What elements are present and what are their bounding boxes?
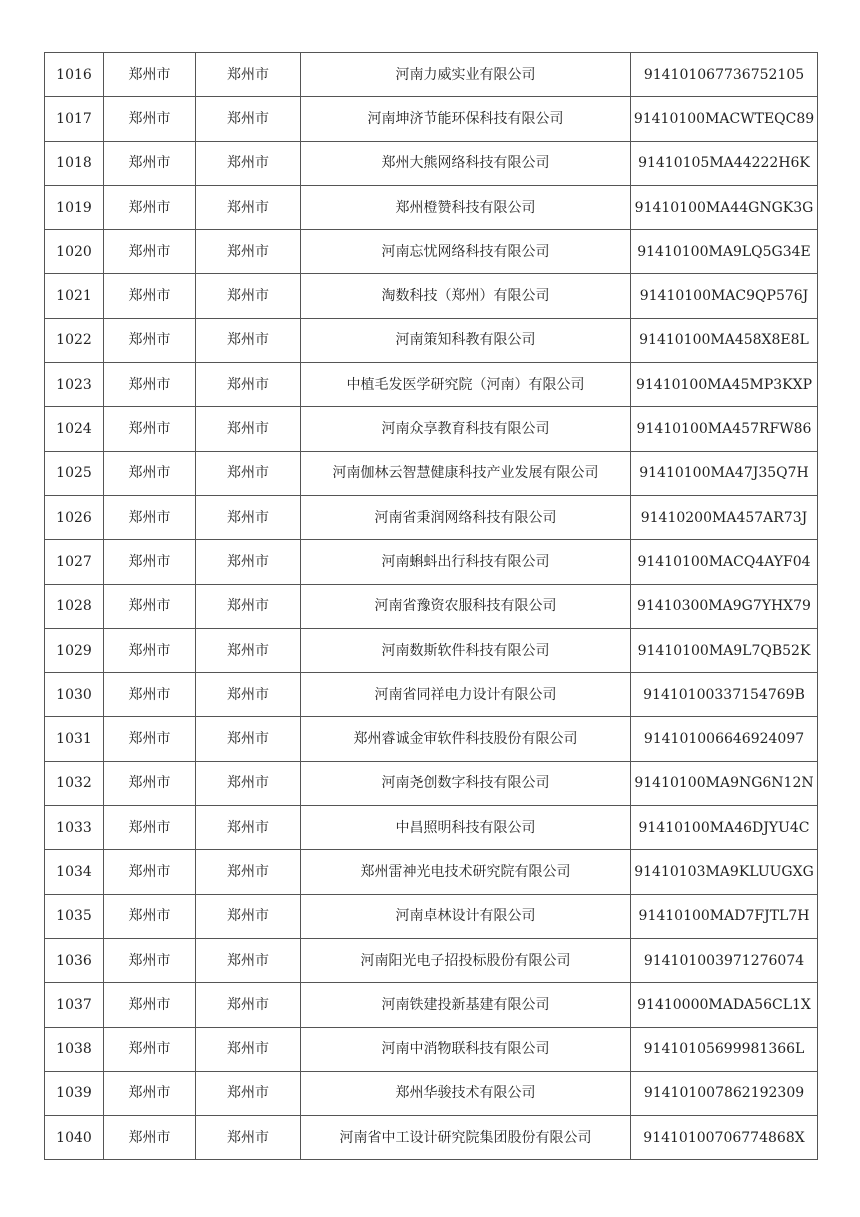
company-name-cell: 河南坤济节能环保科技有限公司 — [301, 97, 631, 141]
credit-code-cell: 91410100MA9L7QB52K — [631, 628, 818, 672]
city-cell: 郑州市 — [104, 717, 196, 761]
credit-code-cell: 91410105699981366L — [631, 1027, 818, 1071]
table-row — [45, 495, 818, 539]
credit-code-cell: 91410300MA9G7YHX79 — [631, 584, 818, 628]
credit-code-cell: 91410100337154769B — [631, 673, 818, 717]
district-cell: 郑州市 — [196, 894, 301, 938]
company-name-cell: 郑州华骏技术有限公司 — [301, 1071, 631, 1115]
district-cell: 郑州市 — [196, 540, 301, 584]
table-row — [45, 540, 818, 584]
credit-code-cell: 91410100MA47J35Q7H — [631, 451, 818, 495]
district-cell: 郑州市 — [196, 97, 301, 141]
city-cell: 郑州市 — [104, 894, 196, 938]
company-name-cell: 淘数科技（郑州）有限公司 — [301, 274, 631, 318]
district-cell: 郑州市 — [196, 938, 301, 982]
table-row — [45, 806, 818, 850]
district-cell: 郑州市 — [196, 761, 301, 805]
company-name-cell: 河南省中工设计研究院集团股份有限公司 — [301, 1116, 631, 1160]
row-number-cell: 1020 — [45, 230, 104, 274]
company-name-cell: 河南中消物联科技有限公司 — [301, 1027, 631, 1071]
district-cell: 郑州市 — [196, 363, 301, 407]
credit-code-cell: 91410100MA457RFW86 — [631, 407, 818, 451]
city-cell: 郑州市 — [104, 274, 196, 318]
company-name-cell: 郑州睿诚金审软件科技股份有限公司 — [301, 717, 631, 761]
district-cell: 郑州市 — [196, 230, 301, 274]
city-cell: 郑州市 — [104, 938, 196, 982]
company-name-cell: 河南铁建投新基建有限公司 — [301, 983, 631, 1027]
credit-code-cell: 91410100MACQ4AYF04 — [631, 540, 818, 584]
city-cell: 郑州市 — [104, 540, 196, 584]
city-cell: 郑州市 — [104, 185, 196, 229]
company-name-cell: 河南众享教育科技有限公司 — [301, 407, 631, 451]
district-cell: 郑州市 — [196, 185, 301, 229]
row-number-cell: 1034 — [45, 850, 104, 894]
district-cell: 郑州市 — [196, 717, 301, 761]
row-number-cell: 1029 — [45, 628, 104, 672]
district-cell: 郑州市 — [196, 673, 301, 717]
company-name-cell: 河南蝌蚪出行科技有限公司 — [301, 540, 631, 584]
credit-code-cell: 91410100MA44GNGK3G — [631, 185, 818, 229]
credit-code-cell: 91410100MACWTEQC89 — [631, 97, 818, 141]
credit-code-cell: 91410100MA9NG6N12N — [631, 761, 818, 805]
table-body — [45, 53, 818, 1160]
city-cell: 郑州市 — [104, 318, 196, 362]
table-row — [45, 97, 818, 141]
company-name-cell: 中植毛发医学研究院（河南）有限公司 — [301, 363, 631, 407]
company-name-cell: 中昌照明科技有限公司 — [301, 806, 631, 850]
company-name-cell: 河南忘忧网络科技有限公司 — [301, 230, 631, 274]
credit-code-cell: 91410100MA46DJYU4C — [631, 806, 818, 850]
row-number-cell: 1033 — [45, 806, 104, 850]
row-number-cell: 1038 — [45, 1027, 104, 1071]
row-number-cell: 1027 — [45, 540, 104, 584]
row-number-cell: 1022 — [45, 318, 104, 362]
credit-code-cell: 91410105MA44222H6K — [631, 141, 818, 185]
district-cell: 郑州市 — [196, 584, 301, 628]
credit-code-cell: 91410100MA458X8E8L — [631, 318, 818, 362]
district-cell: 郑州市 — [196, 850, 301, 894]
table-row — [45, 584, 818, 628]
table-row — [45, 451, 818, 495]
company-name-cell: 河南数斯软件科技有限公司 — [301, 628, 631, 672]
table-row — [45, 1116, 818, 1160]
credit-code-cell: 91410100MA45MP3KXP — [631, 363, 818, 407]
row-number-cell: 1032 — [45, 761, 104, 805]
table-row — [45, 761, 818, 805]
table-row — [45, 318, 818, 362]
district-cell: 郑州市 — [196, 983, 301, 1027]
company-name-cell: 郑州雷神光电技术研究院有限公司 — [301, 850, 631, 894]
city-cell: 郑州市 — [104, 983, 196, 1027]
table-row — [45, 938, 818, 982]
table-row — [45, 673, 818, 717]
row-number-cell: 1026 — [45, 495, 104, 539]
district-cell: 郑州市 — [196, 274, 301, 318]
city-cell: 郑州市 — [104, 1071, 196, 1115]
credit-code-cell: 91410200MA457AR73J — [631, 495, 818, 539]
row-number-cell: 1024 — [45, 407, 104, 451]
district-cell: 郑州市 — [196, 1071, 301, 1115]
city-cell: 郑州市 — [104, 363, 196, 407]
company-name-cell: 河南阳光电子招投标股份有限公司 — [301, 938, 631, 982]
credit-code-cell: 914101007862192309 — [631, 1071, 818, 1115]
row-number-cell: 1036 — [45, 938, 104, 982]
district-cell: 郑州市 — [196, 628, 301, 672]
company-name-cell: 郑州大熊网络科技有限公司 — [301, 141, 631, 185]
district-cell: 郑州市 — [196, 1116, 301, 1160]
company-name-cell: 郑州橙赞科技有限公司 — [301, 185, 631, 229]
row-number-cell: 1025 — [45, 451, 104, 495]
district-cell: 郑州市 — [196, 451, 301, 495]
city-cell: 郑州市 — [104, 673, 196, 717]
city-cell: 郑州市 — [104, 407, 196, 451]
district-cell: 郑州市 — [196, 495, 301, 539]
row-number-cell: 1019 — [45, 185, 104, 229]
district-cell: 郑州市 — [196, 407, 301, 451]
company-name-cell: 河南力威实业有限公司 — [301, 53, 631, 97]
city-cell: 郑州市 — [104, 1116, 196, 1160]
company-name-cell: 河南卓林设计有限公司 — [301, 894, 631, 938]
district-cell: 郑州市 — [196, 141, 301, 185]
table-row — [45, 53, 818, 97]
row-number-cell: 1040 — [45, 1116, 104, 1160]
company-name-cell: 河南伽林云智慧健康科技产业发展有限公司 — [301, 451, 631, 495]
credit-code-cell: 914101003971276074 — [631, 938, 818, 982]
company-name-cell: 河南尧创数字科技有限公司 — [301, 761, 631, 805]
credit-code-cell: 914101067736752105 — [631, 53, 818, 97]
row-number-cell: 1028 — [45, 584, 104, 628]
district-cell: 郑州市 — [196, 53, 301, 97]
credit-code-cell: 91410103MA9KLUUGXG — [631, 850, 818, 894]
table-row — [45, 407, 818, 451]
table-row — [45, 230, 818, 274]
row-number-cell: 1035 — [45, 894, 104, 938]
row-number-cell: 1016 — [45, 53, 104, 97]
table-row — [45, 141, 818, 185]
city-cell: 郑州市 — [104, 230, 196, 274]
city-cell: 郑州市 — [104, 761, 196, 805]
table-row — [45, 274, 818, 318]
company-name-cell: 河南省秉润网络科技有限公司 — [301, 495, 631, 539]
row-number-cell: 1017 — [45, 97, 104, 141]
district-cell: 郑州市 — [196, 806, 301, 850]
row-number-cell: 1031 — [45, 717, 104, 761]
city-cell: 郑州市 — [104, 1027, 196, 1071]
table-row — [45, 894, 818, 938]
company-name-cell: 河南省豫资农服科技有限公司 — [301, 584, 631, 628]
table-row — [45, 363, 818, 407]
company-list-table — [44, 52, 818, 1160]
row-number-cell: 1030 — [45, 673, 104, 717]
table-row — [45, 717, 818, 761]
district-cell: 郑州市 — [196, 318, 301, 362]
table-row — [45, 1071, 818, 1115]
city-cell: 郑州市 — [104, 451, 196, 495]
city-cell: 郑州市 — [104, 584, 196, 628]
credit-code-cell: 91410100MA9LQ5G34E — [631, 230, 818, 274]
city-cell: 郑州市 — [104, 141, 196, 185]
row-number-cell: 1021 — [45, 274, 104, 318]
table-row — [45, 850, 818, 894]
credit-code-cell: 91410100MAC9QP576J — [631, 274, 818, 318]
city-cell: 郑州市 — [104, 850, 196, 894]
table-row — [45, 185, 818, 229]
table-row — [45, 983, 818, 1027]
company-name-cell: 河南策知科教有限公司 — [301, 318, 631, 362]
credit-code-cell: 91410100706774868X — [631, 1116, 818, 1160]
credit-code-cell: 91410100MAD7FJTL7H — [631, 894, 818, 938]
district-cell: 郑州市 — [196, 1027, 301, 1071]
city-cell: 郑州市 — [104, 628, 196, 672]
row-number-cell: 1018 — [45, 141, 104, 185]
company-name-cell: 河南省同祥电力设计有限公司 — [301, 673, 631, 717]
table-row — [45, 1027, 818, 1071]
row-number-cell: 1023 — [45, 363, 104, 407]
credit-code-cell: 914101006646924097 — [631, 717, 818, 761]
row-number-cell: 1037 — [45, 983, 104, 1027]
city-cell: 郑州市 — [104, 495, 196, 539]
city-cell: 郑州市 — [104, 53, 196, 97]
table-row — [45, 628, 818, 672]
row-number-cell: 1039 — [45, 1071, 104, 1115]
credit-code-cell: 91410000MADA56CL1X — [631, 983, 818, 1027]
city-cell: 郑州市 — [104, 806, 196, 850]
city-cell: 郑州市 — [104, 97, 196, 141]
